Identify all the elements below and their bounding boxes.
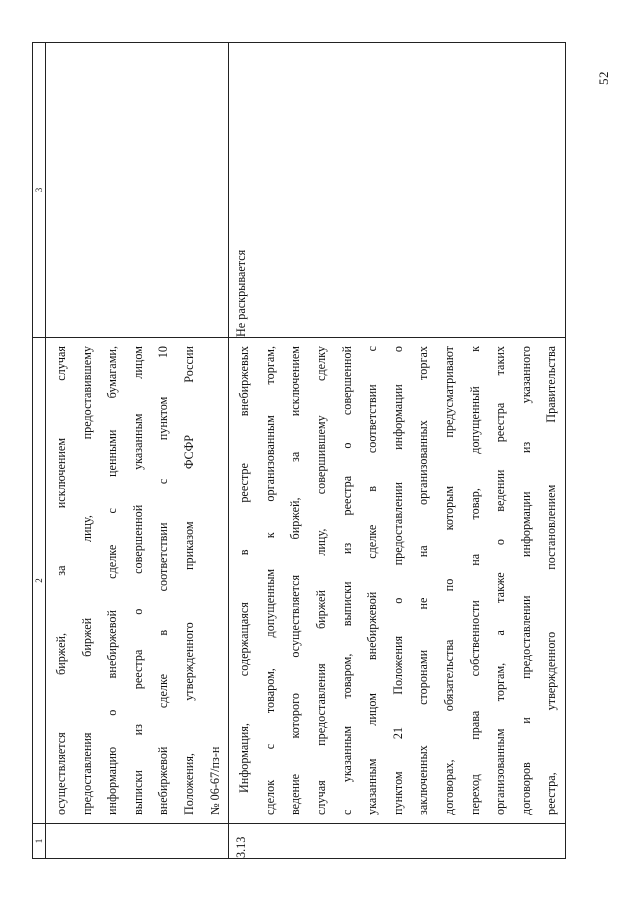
text-line: переход права собственности на товар, допущенный к bbox=[467, 346, 482, 815]
text-line: случая предоставления биржей лицу, совершившему сделку bbox=[313, 346, 328, 815]
text-line: осуществляется биржей, за исключением случая bbox=[54, 346, 68, 815]
text-line: реестра, утвержденного постановлением Правительства bbox=[544, 346, 559, 815]
text-line: организованным торгам, а также о ведении реестра таких bbox=[493, 346, 508, 815]
text-line: договоров и предоставлении информации из указанного bbox=[518, 346, 533, 815]
text-line: с указанным товаром, выписки из реестра о совершенной bbox=[339, 346, 354, 815]
header-col-1: 1 bbox=[33, 824, 46, 859]
disclosure-table bbox=[32, 42, 566, 859]
text-line: предоставления биржей лицу, предоставившему bbox=[79, 346, 94, 815]
table-header-row bbox=[33, 43, 46, 859]
row-disclosure-cell: Не раскрывается bbox=[229, 43, 566, 338]
row-description-cell bbox=[229, 338, 566, 824]
row-number-cell: 3.13 bbox=[229, 824, 566, 859]
text-line: сделок с товаром, допущенным к организованным торгам, bbox=[262, 346, 277, 815]
header-col-3: 3 bbox=[33, 43, 46, 338]
text-line: заключенных сторонами не на организованных торгах bbox=[416, 346, 431, 815]
text-line: Информация, содержащаяся в реестре внебиржевых bbox=[237, 346, 252, 793]
page-number: 52 bbox=[596, 71, 611, 85]
text-line: ведение которого осуществляется биржей, за исключением bbox=[288, 346, 303, 815]
text-line: Положения, утвержденного приказом ФСФР России bbox=[181, 346, 196, 815]
text-line: информацию о внебиржевой сделке с ценными бумагами, bbox=[105, 346, 120, 815]
row-description-text bbox=[229, 338, 565, 823]
row-number-cell bbox=[46, 824, 229, 859]
table-row-3-13 bbox=[229, 43, 566, 859]
table-row-continued bbox=[46, 43, 229, 859]
text-line: выписки из реестра о совершенной указанным лицом bbox=[130, 346, 145, 815]
text-line: указанным лицом внебиржевой сделке в соответствии с bbox=[365, 346, 380, 815]
row-description-text bbox=[46, 338, 228, 823]
row-disclosure-cell bbox=[46, 43, 229, 338]
row-description-cell bbox=[46, 338, 229, 824]
text-line: пунктом 21 Положения о предоставлении информации о bbox=[390, 346, 405, 815]
text-line: договорах, обязательства по которым предусматривают bbox=[441, 346, 456, 815]
text-line: № 06-67/пз-н bbox=[207, 746, 222, 815]
header-col-2: 2 bbox=[33, 338, 46, 824]
text-line: внебиржевой сделке в соответствии с пунктом 10 bbox=[156, 346, 171, 815]
